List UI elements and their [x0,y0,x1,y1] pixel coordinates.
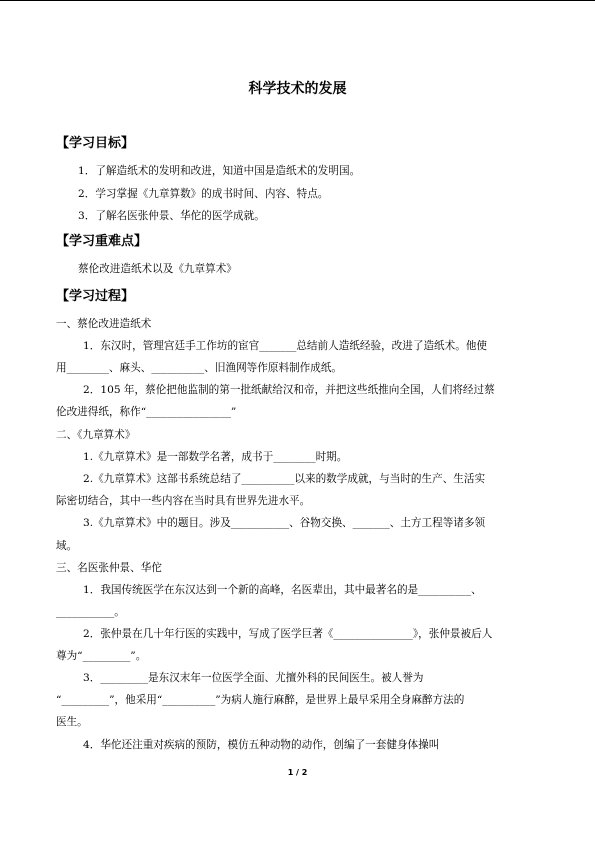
goal-item-3: 3．了解名医张仲景、华佗的医学成就。 [78,210,265,222]
paragraph-line: 用________、麻头、__________、旧渔网等作原料制作成纸。 [56,362,343,374]
section-heading-physicians: 三、名医张仲景、华佗 [56,562,162,574]
goal-item-1: 1．了解造纸术的发明和改进，知道中国是造纸术的发明国。 [78,165,361,177]
section-heading-papermaking: 一、蔡伦改进造纸术 [56,318,152,330]
paragraph-line: 1．我国传统医学在东汉达到一个新的高峰，名医辈出，其中最著名的是__________、 [83,584,482,596]
paragraph-line: 3.《九章算术》中的题目。涉及___________、谷物交换、_______、土方工程等诸多领 [83,517,486,529]
section-heading-jiuzhang: 二、《九章算术》 [56,429,136,441]
paragraph-line: 2．105 年，蔡伦把他监制的第一批纸献给汉和帝，并把这些纸推向全国，人们将经过蔡 [83,384,495,396]
page-number: 1 / 2 [287,768,308,777]
paragraph-line: 3．_________是东汉末年一位医学全面、尤擅外科的民间医生。被人誉为 [83,672,424,684]
page-title: 科学技术的发展 [248,81,347,97]
key-points-text: 蔡伦改进造纸术以及《九章算术》 [78,263,237,275]
paragraph-line: 1．东汉时，管理宫廷手工作坊的宦官_______总结前人造纸经验，改进了造纸术。他使 [83,340,488,352]
paragraph-line: 伦改进得纸，称作“________________” [56,406,237,418]
paragraph-line: 2.《九章算术》这部书系统总结了__________以来的数学成就，与当时的生产、生活实 [83,473,486,485]
paragraph-line: 2．张仲景在几十年行医的实践中，写成了医学巨著《_______________》，张仲景被后人 [83,628,493,640]
paragraph-line: 4．华佗还注重对疾病的预防，模仿五种动物的动作，创编了一套健身体操叫 [83,739,440,751]
paragraph-line: 域。 [56,540,78,552]
key-points-heading: 【学习重难点】 [56,234,148,249]
goals-heading: 【学习目标】 [56,136,135,151]
goal-item-2: 2．学习掌握《九章算数》的成书时间、内容、特点。 [78,188,329,200]
paragraph-line: 1.《九章算术》是一部数学名著，成书于________时期。 [83,451,348,463]
paragraph-line: 际密切结合，其中一些内容在当时具有世界先进水平。 [56,495,311,507]
paragraph-line: ___________。 [56,606,125,618]
process-heading: 【学习过程】 [56,289,135,304]
paragraph-line: 尊为“_________”。 [56,650,147,662]
paragraph-line: “_________”，他采用“__________”为病人施行麻醉，是世界上最早采用全身麻醉方法的 [56,694,465,706]
paragraph-line: 医生。 [56,716,88,728]
